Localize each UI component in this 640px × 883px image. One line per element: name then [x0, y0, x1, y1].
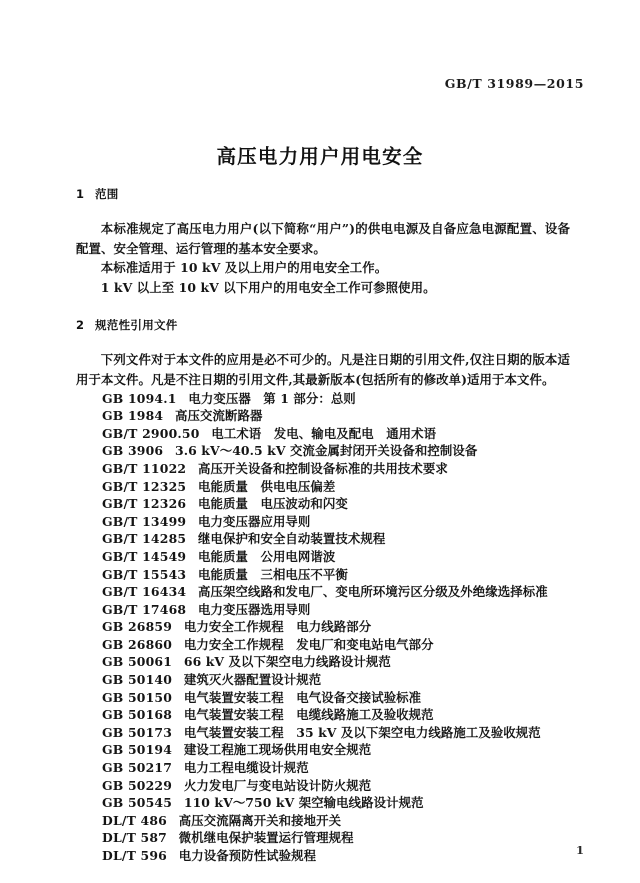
- reference-item: [76, 777, 570, 795]
- reference-title: 建筑灭火器配置设计规范: [183, 672, 322, 688]
- reference-code: GB 3906: [102, 443, 164, 459]
- reference-code: GB 26860: [102, 636, 173, 652]
- reference-title: 高压架空线路和发电厂、变电所环境污区分级及外绝缘选择标准: [198, 584, 548, 600]
- reference-item: [76, 847, 570, 865]
- reference-title: 电气装置安装工程 电气设备交接试验标准: [183, 689, 422, 705]
- reference-code: GB 1094.1: [102, 390, 177, 406]
- reference-title: 微机继电保护装置运行管理规程: [178, 830, 354, 846]
- clause-1-paragraph-2: 本标准适用于 10 kV 及以上用户的用电安全工作。: [100, 260, 388, 276]
- reference-item: [76, 812, 570, 830]
- reference-code: GB 50173: [102, 724, 173, 740]
- clause-2-paragraph-1: 下列文件对于本文件的应用是必不可少的。凡是注日期的引用文件,仅注日期的版本适用于本文件。凡是不注日期的引用文件,其最新版本(包括所有的修改单)适用于本文件。: [76, 352, 570, 387]
- reference-title: 电力设备预防性试验规程: [178, 848, 317, 863]
- reference-code: GB 50150: [102, 689, 173, 705]
- reference-code: GB 50217: [102, 760, 173, 776]
- reference-title: 电气装置安装工程 35 kV 及以下架空电力线路施工及验收规范: [183, 724, 541, 740]
- reference-item: [76, 671, 570, 689]
- reference-item: [76, 618, 570, 636]
- reference-code: GB 50545: [102, 795, 173, 811]
- clause-1-paragraph-3: 1 kV 以上至 10 kV 以下用户的用电安全工作可参照使用。: [100, 279, 436, 295]
- reference-item: [76, 442, 570, 460]
- reference-item: [76, 601, 570, 619]
- reference-title: 电能质量 三相电压不平衡: [198, 566, 348, 582]
- reference-code: GB 26859: [102, 619, 173, 635]
- reference-item: [76, 460, 570, 478]
- reference-code: GB/T 14285: [102, 531, 187, 547]
- clause-title-2: 规范性引用文件: [95, 318, 178, 333]
- reference-code: GB 50061: [102, 654, 173, 670]
- reference-code: GB/T 12325: [102, 478, 187, 494]
- reference-item: [76, 425, 570, 443]
- reference-code: GB 1984: [102, 408, 164, 424]
- reference-code: GB/T 13499: [102, 513, 187, 529]
- reference-title: 电力工程电缆设计规范: [183, 760, 309, 776]
- reference-title: 电力变压器 第 1 部分：总则: [188, 390, 356, 406]
- spacer: [76, 333, 570, 350]
- reference-code: GB/T 17468: [102, 601, 187, 617]
- reference-code: GB/T 11022: [102, 460, 187, 476]
- reference-item: [76, 706, 570, 724]
- reference-item: [76, 583, 570, 601]
- clause-1-paragraph-1: 本标准规定了高压电力用户(以下简称“用户”)的供电电源及自备应急电源配置、设备配置、安全管理、运行管理的基本安全要求。: [76, 221, 570, 256]
- clause-number-1: 1: [76, 187, 85, 201]
- clause-number-2: 2: [76, 318, 85, 333]
- reference-item: [76, 741, 570, 759]
- reference-title: 继电保护和安全自动装置技术规程: [198, 531, 386, 547]
- reference-item: [76, 724, 570, 742]
- spacer: [76, 297, 570, 317]
- reference-item: [76, 829, 570, 847]
- reference-item: [76, 530, 570, 548]
- reference-title: 电力安全工作规程 电力线路部分: [183, 619, 372, 635]
- reference-item: [76, 794, 570, 812]
- reference-code: GB 50229: [102, 777, 173, 793]
- page-title: 高压电力用户用电安全: [216, 145, 424, 169]
- reference-title: 高压交流断路器: [175, 408, 263, 424]
- reference-item: [76, 478, 570, 496]
- reference-item: [76, 653, 570, 671]
- reference-item: [76, 689, 570, 707]
- reference-code: GB/T 12326: [102, 496, 187, 512]
- document-body: [76, 186, 570, 865]
- reference-title: 电力安全工作规程 发电厂和变电站电气部分: [183, 636, 434, 652]
- normative-reference-list: [76, 390, 570, 865]
- reference-title: 66 kV 及以下架空电力线路设计规范: [183, 654, 391, 670]
- reference-item: [76, 495, 570, 513]
- reference-title: 110 kV～750 kV 架空输电线路设计规范: [183, 795, 424, 811]
- reference-code: DL/T 486: [102, 812, 167, 828]
- reference-code: GB 50194: [102, 742, 173, 758]
- reference-title: 电气装置安装工程 电缆线路施工及验收规范: [183, 707, 434, 723]
- reference-item: [76, 566, 570, 584]
- reference-item: [76, 548, 570, 566]
- clause-heading-1: [76, 186, 570, 202]
- reference-code: GB/T 15543: [102, 566, 187, 582]
- standard-number-header: GB/T 31989—2015: [444, 76, 584, 91]
- clause-title-1: 范围: [95, 187, 119, 201]
- reference-code: DL/T 596: [102, 848, 167, 863]
- reference-title: 高压开关设备和控制设备标准的共用技术要求: [198, 460, 448, 476]
- reference-title: 建设工程施工现场供用电安全规范: [183, 742, 372, 758]
- reference-title: 火力发电厂与变电站设计防火规范: [183, 777, 372, 793]
- spacer: [76, 202, 570, 219]
- reference-code: GB 50140: [102, 672, 173, 688]
- reference-title: 电能质量 电压波动和闪变: [198, 496, 348, 512]
- reference-title: 电工术语 发电、输电及配电 通用术语: [211, 425, 437, 441]
- reference-title: 电能质量 公用电网谐波: [198, 548, 336, 564]
- reference-title: 高压交流隔离开关和接地开关: [178, 812, 342, 828]
- reference-item: [76, 513, 570, 531]
- reference-code: GB/T 16434: [102, 584, 187, 600]
- reference-item: [76, 759, 570, 777]
- clause-heading-2: [76, 317, 570, 333]
- reference-item: [76, 390, 570, 408]
- reference-title: 3.6 kV～40.5 kV 交流金属封闭开关设备和控制设备: [175, 443, 478, 459]
- reference-code: GB/T 2900.50: [102, 425, 200, 441]
- page-number: 1: [575, 843, 584, 857]
- reference-item: [76, 407, 570, 425]
- reference-code: GB/T 14549: [102, 548, 187, 564]
- reference-code: DL/T 587: [102, 830, 167, 846]
- reference-item: [76, 636, 570, 654]
- reference-title: 电力变压器选用导则: [198, 601, 311, 617]
- reference-title: 电力变压器应用导则: [198, 513, 311, 529]
- reference-title: 电能质量 供电电压偏差: [198, 478, 336, 494]
- reference-code: GB 50168: [102, 707, 173, 723]
